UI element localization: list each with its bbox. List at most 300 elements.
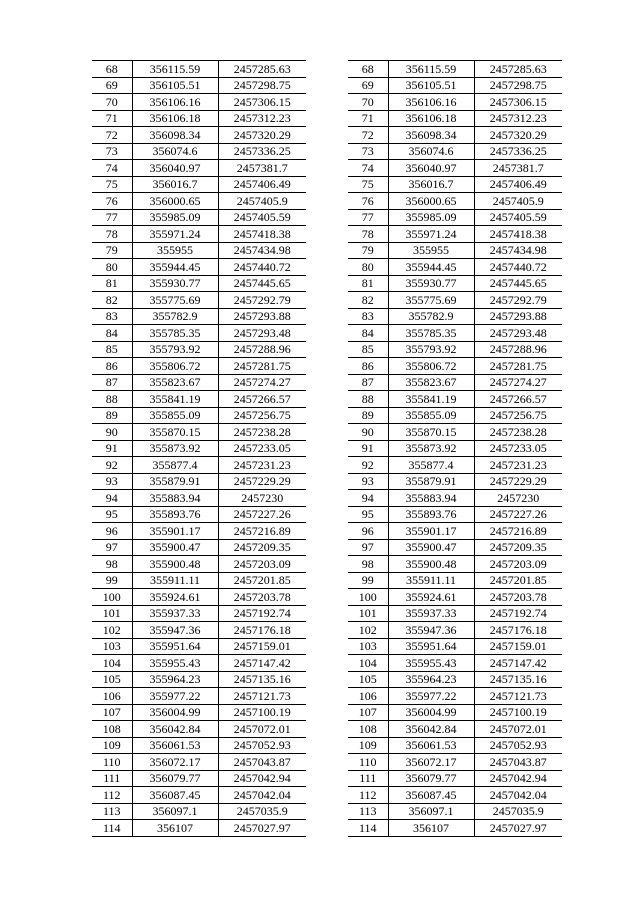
table-row — [92, 242, 306, 259]
x-coordinate-cell: 355955 — [388, 242, 474, 259]
x-coordinate-cell: 355955.43 — [132, 655, 218, 672]
point-number-cell: 104 — [348, 655, 388, 672]
y-coordinate-cell: 2457281.75 — [474, 358, 562, 375]
x-coordinate-cell: 355841.19 — [132, 391, 218, 408]
y-coordinate-cell: 2457336.25 — [218, 143, 306, 160]
point-number-cell: 96 — [92, 523, 132, 540]
x-coordinate-cell: 356072.17 — [388, 754, 474, 771]
x-coordinate-cell: 355782.9 — [132, 308, 218, 325]
y-coordinate-cell: 2457135.16 — [218, 671, 306, 688]
point-number-cell: 81 — [92, 275, 132, 292]
y-coordinate-cell: 2457159.01 — [218, 638, 306, 655]
x-coordinate-cell: 355901.17 — [388, 523, 474, 540]
y-coordinate-cell: 2457135.16 — [474, 671, 562, 688]
x-coordinate-cell: 356016.7 — [132, 176, 218, 193]
point-number-cell: 90 — [92, 424, 132, 441]
x-coordinate-cell: 356115.59 — [132, 61, 218, 78]
table-row — [92, 77, 306, 94]
point-number-cell: 111 — [92, 770, 132, 787]
table-row — [348, 704, 562, 721]
point-number-cell: 83 — [348, 308, 388, 325]
x-coordinate-cell: 356072.17 — [132, 754, 218, 771]
x-coordinate-cell: 355775.69 — [388, 292, 474, 309]
point-number-cell: 79 — [92, 242, 132, 259]
x-coordinate-cell: 356106.18 — [132, 110, 218, 127]
x-coordinate-cell: 356000.65 — [132, 193, 218, 210]
table-row — [348, 160, 562, 177]
x-coordinate-cell: 355793.92 — [388, 341, 474, 358]
table-row — [348, 209, 562, 226]
point-number-cell: 102 — [348, 622, 388, 639]
point-number-cell: 73 — [92, 143, 132, 160]
y-coordinate-cell: 2457312.23 — [474, 110, 562, 127]
y-coordinate-cell: 2457176.18 — [474, 622, 562, 639]
point-number-cell: 111 — [348, 770, 388, 787]
table-row — [348, 737, 562, 754]
x-coordinate-cell: 355985.09 — [388, 209, 474, 226]
y-coordinate-cell: 2457256.75 — [474, 407, 562, 424]
y-coordinate-cell: 2457227.26 — [218, 506, 306, 523]
y-coordinate-cell: 2457035.9 — [218, 803, 306, 820]
point-number-cell: 81 — [348, 275, 388, 292]
y-coordinate-cell: 2457288.96 — [218, 341, 306, 358]
x-coordinate-cell: 355870.15 — [388, 424, 474, 441]
x-coordinate-cell: 356016.7 — [388, 176, 474, 193]
point-number-cell: 83 — [92, 308, 132, 325]
point-number-cell: 94 — [92, 490, 132, 507]
table-row — [92, 820, 306, 837]
point-number-cell: 68 — [348, 61, 388, 78]
table-row — [348, 523, 562, 540]
x-coordinate-cell: 355883.94 — [388, 490, 474, 507]
point-number-cell: 85 — [348, 341, 388, 358]
y-coordinate-cell: 2457238.28 — [218, 424, 306, 441]
x-coordinate-cell: 355879.91 — [388, 473, 474, 490]
table-row — [92, 622, 306, 639]
table-row — [92, 704, 306, 721]
table-row — [92, 803, 306, 820]
point-number-cell: 107 — [92, 704, 132, 721]
x-coordinate-cell: 356106.18 — [388, 110, 474, 127]
point-number-cell: 106 — [92, 688, 132, 705]
x-coordinate-cell: 355900.47 — [388, 539, 474, 556]
point-number-cell: 108 — [348, 721, 388, 738]
table-row — [92, 754, 306, 771]
x-coordinate-cell: 355924.61 — [132, 589, 218, 606]
x-coordinate-cell: 355911.11 — [132, 572, 218, 589]
y-coordinate-cell: 2457209.35 — [218, 539, 306, 556]
point-number-cell: 114 — [92, 820, 132, 837]
table-row — [348, 770, 562, 787]
point-number-cell: 79 — [348, 242, 388, 259]
table-row — [92, 490, 306, 507]
table-row — [348, 325, 562, 342]
point-number-cell: 107 — [348, 704, 388, 721]
point-number-cell: 103 — [92, 638, 132, 655]
table-row — [348, 440, 562, 457]
y-coordinate-cell: 2457306.15 — [474, 94, 562, 111]
point-number-cell: 112 — [92, 787, 132, 804]
y-coordinate-cell: 2457288.96 — [474, 341, 562, 358]
point-number-cell: 89 — [92, 407, 132, 424]
x-coordinate-cell: 356106.16 — [132, 94, 218, 111]
x-coordinate-cell: 355951.64 — [132, 638, 218, 655]
x-coordinate-cell: 355877.4 — [132, 457, 218, 474]
y-coordinate-cell: 2457227.26 — [474, 506, 562, 523]
table-row — [92, 523, 306, 540]
y-coordinate-cell: 2457159.01 — [474, 638, 562, 655]
y-coordinate-cell: 2457292.79 — [474, 292, 562, 309]
table-row — [92, 193, 306, 210]
y-coordinate-cell: 2457238.28 — [474, 424, 562, 441]
y-coordinate-cell: 2457229.29 — [218, 473, 306, 490]
point-number-cell: 100 — [92, 589, 132, 606]
coordinate-table-left — [92, 60, 306, 837]
y-coordinate-cell: 2457035.9 — [474, 803, 562, 820]
y-coordinate-cell: 2457216.89 — [218, 523, 306, 540]
point-number-cell: 70 — [348, 94, 388, 111]
y-coordinate-cell: 2457230 — [474, 490, 562, 507]
table-row — [92, 770, 306, 787]
table-row — [348, 688, 562, 705]
point-number-cell: 69 — [348, 77, 388, 94]
table-row — [348, 358, 562, 375]
point-number-cell: 77 — [92, 209, 132, 226]
table-row — [348, 374, 562, 391]
table-row — [92, 325, 306, 342]
y-coordinate-cell: 2457293.88 — [474, 308, 562, 325]
table-row — [92, 61, 306, 78]
table-row — [348, 506, 562, 523]
x-coordinate-cell: 355893.76 — [388, 506, 474, 523]
y-coordinate-cell: 2457216.89 — [474, 523, 562, 540]
table-row — [92, 457, 306, 474]
point-number-cell: 74 — [92, 160, 132, 177]
y-coordinate-cell: 2457209.35 — [474, 539, 562, 556]
point-number-cell: 68 — [92, 61, 132, 78]
table-row — [92, 638, 306, 655]
point-number-cell: 86 — [348, 358, 388, 375]
table-row — [348, 341, 562, 358]
table-row — [348, 671, 562, 688]
x-coordinate-cell: 355823.67 — [132, 374, 218, 391]
y-coordinate-cell: 2457203.78 — [218, 589, 306, 606]
x-coordinate-cell: 356000.65 — [388, 193, 474, 210]
table-row — [348, 457, 562, 474]
point-number-cell: 71 — [92, 110, 132, 127]
y-coordinate-cell: 2457266.57 — [474, 391, 562, 408]
y-coordinate-cell: 2457336.25 — [474, 143, 562, 160]
table-row — [348, 94, 562, 111]
x-coordinate-cell: 356040.97 — [388, 160, 474, 177]
table-row — [92, 589, 306, 606]
y-coordinate-cell: 2457405.9 — [218, 193, 306, 210]
point-number-cell: 90 — [348, 424, 388, 441]
table-row — [348, 754, 562, 771]
table-row — [92, 688, 306, 705]
x-coordinate-cell: 355964.23 — [388, 671, 474, 688]
table-row — [92, 292, 306, 309]
y-coordinate-cell: 2457312.23 — [218, 110, 306, 127]
y-coordinate-cell: 2457406.49 — [474, 176, 562, 193]
point-number-cell: 99 — [348, 572, 388, 589]
point-number-cell: 113 — [92, 803, 132, 820]
y-coordinate-cell: 2457192.74 — [474, 605, 562, 622]
y-coordinate-cell: 2457072.01 — [218, 721, 306, 738]
table-row — [348, 473, 562, 490]
x-coordinate-cell: 355883.94 — [132, 490, 218, 507]
table-row — [348, 176, 562, 193]
x-coordinate-cell: 355900.48 — [132, 556, 218, 573]
x-coordinate-cell: 355971.24 — [132, 226, 218, 243]
y-coordinate-cell: 2457293.48 — [474, 325, 562, 342]
table-row — [92, 407, 306, 424]
table-row — [92, 94, 306, 111]
table-row — [348, 77, 562, 94]
table-row — [348, 721, 562, 738]
x-coordinate-cell: 355977.22 — [132, 688, 218, 705]
y-coordinate-cell: 2457405.59 — [474, 209, 562, 226]
table-body — [92, 61, 306, 837]
table-row — [92, 737, 306, 754]
y-coordinate-cell: 2457266.57 — [218, 391, 306, 408]
point-number-cell: 114 — [348, 820, 388, 837]
x-coordinate-cell: 355873.92 — [388, 440, 474, 457]
y-coordinate-cell: 2457042.94 — [218, 770, 306, 787]
coordinate-table-right — [348, 60, 562, 837]
point-number-cell: 105 — [92, 671, 132, 688]
y-coordinate-cell: 2457201.85 — [474, 572, 562, 589]
x-coordinate-cell: 356105.51 — [132, 77, 218, 94]
y-coordinate-cell: 2457203.78 — [474, 589, 562, 606]
y-coordinate-cell: 2457281.75 — [218, 358, 306, 375]
point-number-cell: 85 — [92, 341, 132, 358]
x-coordinate-cell: 356040.97 — [132, 160, 218, 177]
x-coordinate-cell: 356097.1 — [132, 803, 218, 820]
x-coordinate-cell: 356074.6 — [132, 143, 218, 160]
y-coordinate-cell: 2457285.63 — [218, 61, 306, 78]
point-number-cell: 97 — [92, 539, 132, 556]
y-coordinate-cell: 2457231.23 — [218, 457, 306, 474]
table-row — [92, 440, 306, 457]
table-row — [348, 655, 562, 672]
point-number-cell: 75 — [348, 176, 388, 193]
table-row — [348, 605, 562, 622]
x-coordinate-cell: 356004.99 — [388, 704, 474, 721]
y-coordinate-cell: 2457231.23 — [474, 457, 562, 474]
x-coordinate-cell: 355855.09 — [132, 407, 218, 424]
table-row — [92, 226, 306, 243]
table-row — [348, 820, 562, 837]
table-row — [348, 242, 562, 259]
y-coordinate-cell: 2457440.72 — [218, 259, 306, 276]
table-row — [92, 391, 306, 408]
y-coordinate-cell: 2457121.73 — [474, 688, 562, 705]
point-number-cell: 87 — [92, 374, 132, 391]
x-coordinate-cell: 355947.36 — [132, 622, 218, 639]
point-number-cell: 98 — [92, 556, 132, 573]
y-coordinate-cell: 2457293.48 — [218, 325, 306, 342]
y-coordinate-cell: 2457274.27 — [218, 374, 306, 391]
point-number-cell: 110 — [348, 754, 388, 771]
x-coordinate-cell: 356042.84 — [388, 721, 474, 738]
point-number-cell: 93 — [92, 473, 132, 490]
y-coordinate-cell: 2457381.7 — [474, 160, 562, 177]
y-coordinate-cell: 2457440.72 — [474, 259, 562, 276]
x-coordinate-cell: 356074.6 — [388, 143, 474, 160]
x-coordinate-cell: 355930.77 — [132, 275, 218, 292]
table-row — [348, 193, 562, 210]
point-number-cell: 80 — [348, 259, 388, 276]
table-row — [92, 160, 306, 177]
x-coordinate-cell: 356087.45 — [132, 787, 218, 804]
x-coordinate-cell: 355870.15 — [132, 424, 218, 441]
x-coordinate-cell: 355873.92 — [132, 440, 218, 457]
point-number-cell: 112 — [348, 787, 388, 804]
point-number-cell: 72 — [92, 127, 132, 144]
y-coordinate-cell: 2457306.15 — [218, 94, 306, 111]
table-row — [348, 572, 562, 589]
x-coordinate-cell: 356079.77 — [388, 770, 474, 787]
y-coordinate-cell: 2457052.93 — [474, 737, 562, 754]
point-number-cell: 71 — [348, 110, 388, 127]
table-row — [92, 209, 306, 226]
point-number-cell: 89 — [348, 407, 388, 424]
point-number-cell: 70 — [92, 94, 132, 111]
table-row — [92, 259, 306, 276]
y-coordinate-cell: 2457445.65 — [218, 275, 306, 292]
x-coordinate-cell: 356004.99 — [132, 704, 218, 721]
table-row — [92, 556, 306, 573]
table-row — [92, 721, 306, 738]
y-coordinate-cell: 2457418.38 — [218, 226, 306, 243]
y-coordinate-cell: 2457042.94 — [474, 770, 562, 787]
table-row — [348, 622, 562, 639]
y-coordinate-cell: 2457434.98 — [474, 242, 562, 259]
y-coordinate-cell: 2457298.75 — [218, 77, 306, 94]
x-coordinate-cell: 356107 — [388, 820, 474, 837]
point-number-cell: 77 — [348, 209, 388, 226]
table-row — [348, 110, 562, 127]
point-number-cell: 80 — [92, 259, 132, 276]
point-number-cell: 94 — [348, 490, 388, 507]
y-coordinate-cell: 2457100.19 — [474, 704, 562, 721]
y-coordinate-cell: 2457229.29 — [474, 473, 562, 490]
x-coordinate-cell: 356061.53 — [388, 737, 474, 754]
x-coordinate-cell: 355782.9 — [388, 308, 474, 325]
point-number-cell: 74 — [348, 160, 388, 177]
table-row — [348, 61, 562, 78]
y-coordinate-cell: 2457230 — [218, 490, 306, 507]
table-row — [348, 424, 562, 441]
table-row — [92, 572, 306, 589]
point-number-cell: 113 — [348, 803, 388, 820]
table-body — [348, 61, 562, 837]
x-coordinate-cell: 355785.35 — [132, 325, 218, 342]
x-coordinate-cell: 355985.09 — [132, 209, 218, 226]
y-coordinate-cell: 2457192.74 — [218, 605, 306, 622]
point-number-cell: 109 — [348, 737, 388, 754]
y-coordinate-cell: 2457320.29 — [218, 127, 306, 144]
y-coordinate-cell: 2457274.27 — [474, 374, 562, 391]
x-coordinate-cell: 356097.1 — [388, 803, 474, 820]
table-row — [92, 655, 306, 672]
point-number-cell: 109 — [92, 737, 132, 754]
x-coordinate-cell: 355893.76 — [132, 506, 218, 523]
x-coordinate-cell: 356061.53 — [132, 737, 218, 754]
x-coordinate-cell: 355841.19 — [388, 391, 474, 408]
y-coordinate-cell: 2457233.05 — [218, 440, 306, 457]
table-row — [92, 671, 306, 688]
table-row — [92, 176, 306, 193]
y-coordinate-cell: 2457285.63 — [474, 61, 562, 78]
point-number-cell: 88 — [92, 391, 132, 408]
x-coordinate-cell: 355951.64 — [388, 638, 474, 655]
point-number-cell: 91 — [348, 440, 388, 457]
y-coordinate-cell: 2457042.04 — [474, 787, 562, 804]
point-number-cell: 95 — [348, 506, 388, 523]
x-coordinate-cell: 355924.61 — [388, 589, 474, 606]
x-coordinate-cell: 355900.47 — [132, 539, 218, 556]
point-number-cell: 93 — [348, 473, 388, 490]
y-coordinate-cell: 2457072.01 — [474, 721, 562, 738]
table-row — [348, 226, 562, 243]
point-number-cell: 97 — [348, 539, 388, 556]
x-coordinate-cell: 355775.69 — [132, 292, 218, 309]
table-row — [348, 143, 562, 160]
x-coordinate-cell: 356106.16 — [388, 94, 474, 111]
table-row — [92, 374, 306, 391]
point-number-cell: 96 — [348, 523, 388, 540]
x-coordinate-cell: 356115.59 — [388, 61, 474, 78]
point-number-cell: 75 — [92, 176, 132, 193]
y-coordinate-cell: 2457027.97 — [474, 820, 562, 837]
x-coordinate-cell: 355855.09 — [388, 407, 474, 424]
y-coordinate-cell: 2457042.04 — [218, 787, 306, 804]
point-number-cell: 92 — [92, 457, 132, 474]
point-number-cell: 78 — [92, 226, 132, 243]
point-number-cell: 91 — [92, 440, 132, 457]
point-number-cell: 101 — [348, 605, 388, 622]
table-row — [348, 803, 562, 820]
point-number-cell: 108 — [92, 721, 132, 738]
point-number-cell: 76 — [92, 193, 132, 210]
x-coordinate-cell: 355937.33 — [388, 605, 474, 622]
table-row — [348, 539, 562, 556]
point-number-cell: 87 — [348, 374, 388, 391]
table-row — [348, 787, 562, 804]
y-coordinate-cell: 2457203.09 — [218, 556, 306, 573]
y-coordinate-cell: 2457256.75 — [218, 407, 306, 424]
table-row — [348, 391, 562, 408]
y-coordinate-cell: 2457434.98 — [218, 242, 306, 259]
point-number-cell: 69 — [92, 77, 132, 94]
table-row — [92, 308, 306, 325]
y-coordinate-cell: 2457203.09 — [474, 556, 562, 573]
x-coordinate-cell: 355937.33 — [132, 605, 218, 622]
y-coordinate-cell: 2457233.05 — [474, 440, 562, 457]
table-row — [92, 143, 306, 160]
x-coordinate-cell: 355900.48 — [388, 556, 474, 573]
x-coordinate-cell: 355964.23 — [132, 671, 218, 688]
point-number-cell: 76 — [348, 193, 388, 210]
table-row — [348, 407, 562, 424]
x-coordinate-cell: 355879.91 — [132, 473, 218, 490]
table-row — [92, 110, 306, 127]
table-row — [92, 539, 306, 556]
point-number-cell: 95 — [92, 506, 132, 523]
x-coordinate-cell: 355806.72 — [132, 358, 218, 375]
